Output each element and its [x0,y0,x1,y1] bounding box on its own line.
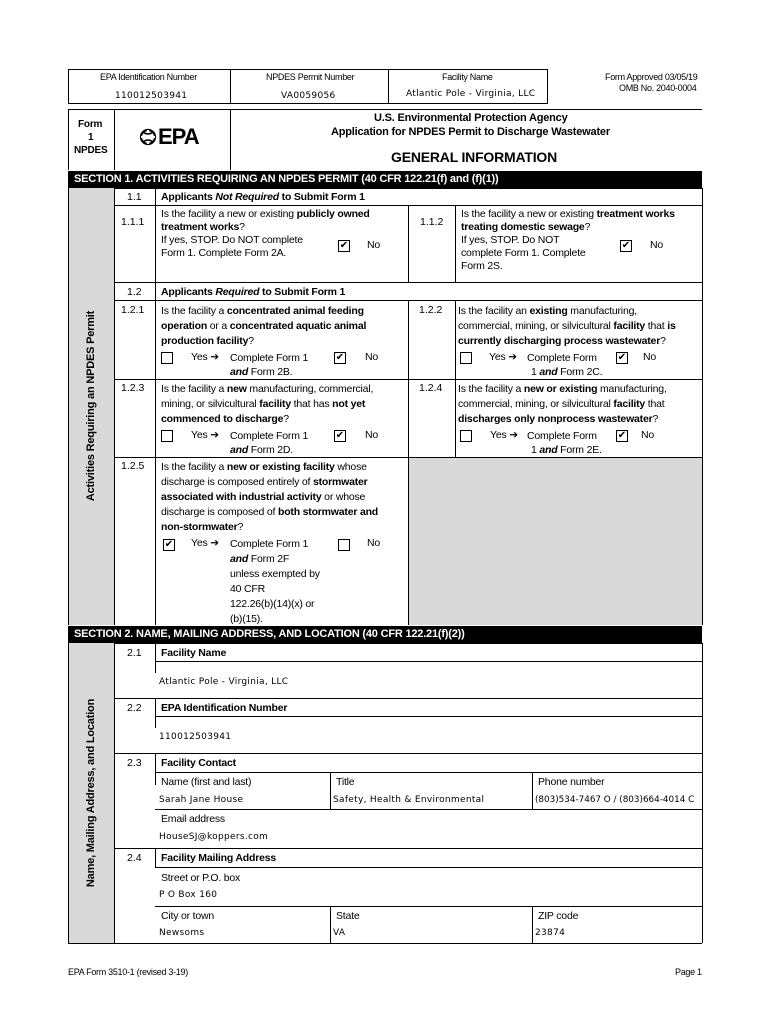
agency-name: U.S. Environmental Protection Agency [374,112,568,124]
q24-number: 2.4 [127,852,142,864]
q122-yes-checkbox[interactable] [460,352,472,364]
npdes-permit-label: NPDES Permit Number [266,72,355,82]
section2-header: SECTION 2. NAME, MAILING ADDRESS, AND LOCATION (40 CFR 122.21(f)(2)) [68,626,702,643]
contact-email-label: Email address [161,813,225,825]
npdes-permit-value[interactable]: VA0059056 [281,91,336,101]
form-label: Form [78,119,103,130]
q121-no-checkbox[interactable]: ✔ [335,352,345,363]
q125-yes-label: Yes ➔ [191,537,219,549]
street-input[interactable]: P O Box 160 [159,890,218,900]
contact-name-input[interactable]: Sarah Jane House [159,795,244,805]
epa-id-value[interactable]: 110012503941 [115,91,188,101]
zip-input[interactable]: 23874 [535,928,566,938]
zip-label: ZIP code [538,910,579,922]
q125-number: 1.2.5 [121,460,145,472]
general-information-title: GENERAL INFORMATION [391,149,558,165]
q123-number: 1.2.3 [121,382,145,394]
q112-question: Is the facility a new or existing treatment works treating domestic sewage? If yes, STOP. Do NOT complete Form 1. Complete Form 2S. [461,208,675,272]
q124-yes-label: Yes ➔ [490,429,518,441]
facility-name-label: Facility Name [442,72,493,82]
q21-label: Facility Name [161,647,227,659]
epa-logo-text: EPA [158,124,199,149]
section1-header: SECTION 1. ACTIVITIES REQUIRING AN NPDES PERMIT (40 CFR 122.21(f) and (f)(1)) [68,171,702,188]
q122-yes-label: Yes ➔ [489,351,517,363]
q124-no-checkbox[interactable]: ✔ [617,430,627,441]
contact-title-input[interactable]: Safety, Health & Environmental [333,795,485,805]
q22-label: EPA Identification Number [161,702,288,714]
form-number: 1 [88,132,94,143]
application-title: Application for NPDES Permit to Discharge Wastewater [331,126,610,138]
q124-yes-instruction: Complete Form 1 and Form 2E. [527,430,602,456]
q11-number: 1.1 [127,191,142,203]
state-label: State [336,910,360,922]
city-input[interactable]: Newsoms [159,928,205,938]
q123-yes-instruction: Complete Form 1 and Form 2D. [230,430,309,456]
q124-yes-checkbox[interactable] [460,430,472,442]
q125-yes-checkbox[interactable]: ✔ [164,539,174,550]
q123-no-label: No [365,429,379,441]
section2-side-label: Name, Mailing Address, and Location [85,698,97,888]
facility-name-input[interactable]: Atlantic Pole - Virginia, LLC [159,677,289,687]
q125-yes-instruction: Complete Form 1 and Form 2F unless exempted by 40 CFR 122.26(b)(14)(x) or (b)(15). [230,538,320,625]
q22-number: 2.2 [127,702,142,714]
q123-yes-checkbox[interactable] [161,430,173,442]
omb-number: OMB No. 2040-0004 [619,83,697,93]
contact-name-label: Name (first and last) [161,776,252,788]
epa-id-label: EPA Identification Number [100,72,197,82]
q112-no-label: No [650,239,664,251]
q23-number: 2.3 [127,757,142,769]
q122-no-label: No [643,351,657,363]
epa-flower-icon [138,127,158,147]
q121-question: Is the facility a concentrated animal feeding operation or a concentrated aquatic animal production facility? [161,305,367,347]
q111-question: Is the facility a new or existing publicly owned treatment works? If yes, STOP. Do NOT complete Form 1. Complete Form 2A. [161,208,370,259]
q112-no-checkbox[interactable]: ✔ [621,240,631,251]
city-label: City or town [161,910,215,922]
q122-number: 1.2.2 [419,304,443,316]
contact-phone-input[interactable]: (803)534-7467 O / (803)664-4014 C [535,795,695,805]
state-input[interactable]: VA [333,928,346,938]
q125-no-label: No [367,537,381,549]
q12-number: 1.2 [127,286,142,298]
q121-yes-checkbox[interactable] [161,352,173,364]
q124-number: 1.2.4 [419,382,443,394]
q122-question: Is the facility an existing manufacturing, commercial, mining, or silvicultural facility that is currently discharging process wastewater? [458,305,676,347]
footer-page-number: Page 1 [675,967,702,977]
q124-no-label: No [641,429,655,441]
q123-no-checkbox[interactable]: ✔ [335,430,345,441]
q123-yes-label: Yes ➔ [191,429,219,441]
q121-yes-instruction: Complete Form 1 and Form 2B. [230,352,309,378]
section1-side-label: Activities Requiring an NPDES Permit [85,310,97,502]
q125-no-checkbox[interactable] [338,539,350,551]
q122-no-checkbox[interactable]: ✔ [617,352,627,363]
q11-title: Applicants Not Required to Submit Form 1 [161,191,365,203]
contact-phone-label: Phone number [538,776,605,788]
q125-question: Is the facility a new or existing facility whose discharge is composed entirely of stormwater associated with industrial activity or whose discharge is composed of both stormwater and non-stormwater? [161,461,379,533]
q123-question: Is the facility a new manufacturing, commercial, mining, or silvicultural facility that has not yet commenced to discharge? [161,383,374,425]
q24-label: Facility Mailing Address [161,852,277,864]
q121-number: 1.2.1 [121,304,145,316]
street-label: Street or P.O. box [161,872,241,884]
epa-logo [138,125,208,149]
q111-number: 1.1.1 [121,216,145,228]
q122-yes-instruction: Complete Form 1 and Form 2C. [527,352,603,378]
epa-id-input[interactable]: 110012503941 [159,732,232,742]
footer-form-revision: EPA Form 3510-1 (revised 3-19) [68,967,188,977]
contact-email-input[interactable]: HouseSJ@koppers.com [159,832,269,842]
form-approved-date: Form Approved 03/05/19 [605,72,698,82]
q112-number: 1.1.2 [420,216,444,228]
q111-no-label: No [367,239,381,251]
q111-no-checkbox[interactable]: ✔ [339,240,349,251]
contact-title-label: Title [336,776,355,788]
q121-no-label: No [365,351,379,363]
q124-question: Is the facility a new or existing manufacturing, commercial, mining, or silvicultural facility that discharges only nonprocess wastewater? [458,383,667,425]
q12-title: Applicants Required to Submit Form 1 [161,286,346,298]
q121-yes-label: Yes ➔ [191,351,219,363]
q23-label: Facility Contact [161,757,236,769]
q21-number: 2.1 [127,647,142,659]
form-npdes: NPDES [74,145,108,156]
facility-name-value[interactable]: Atlantic Pole - Virginia, LLC [406,89,536,99]
